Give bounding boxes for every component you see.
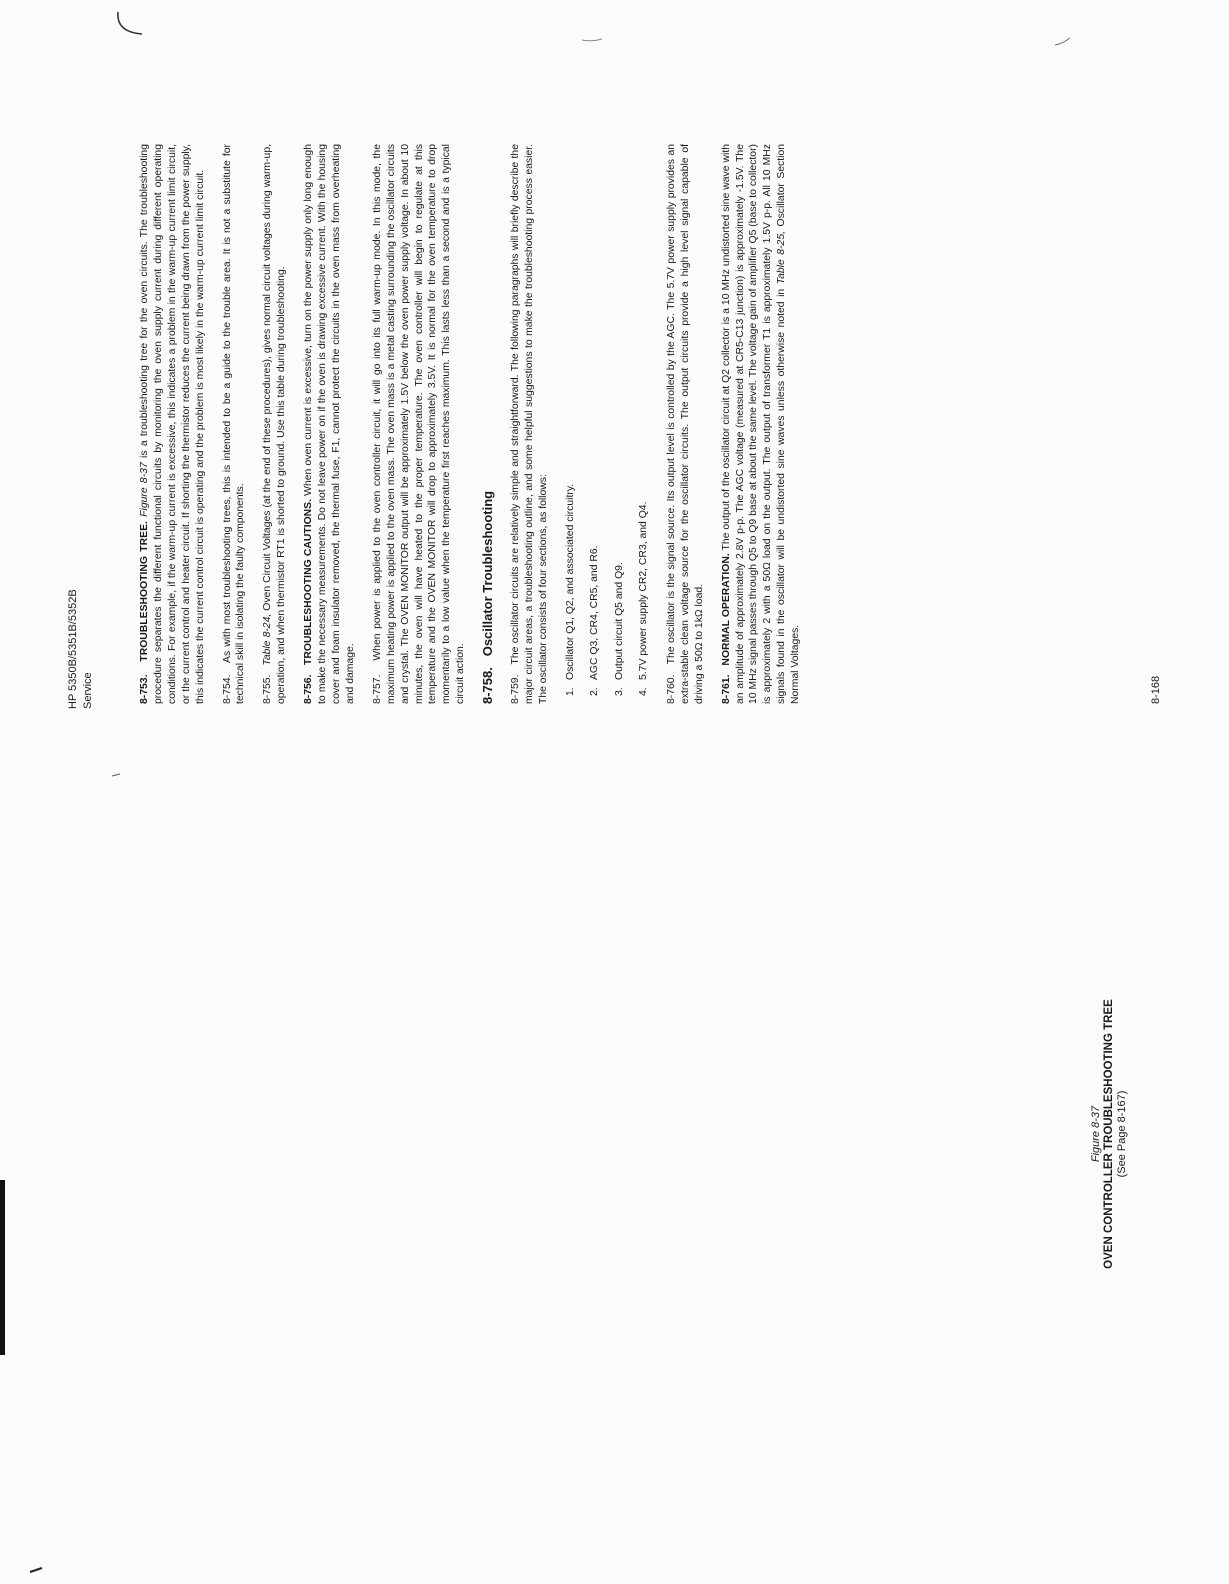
paragraph-8-755 [261,144,289,704]
paragraph-text: Oven Circuit Voltages (at the end of these procedures), gives normal circuit voltages during warm-up, operation, and when thermistor RT1 is shorted to ground. Use this table during troubleshooting. [262,144,288,704]
model-number: HP 5350B/5351B/5352B [67,589,79,709]
list-item-number: 4. [637,687,649,696]
paragraph-text: The oscillator is the signal source. Its output level is controlled by the AGC. The 5.7V power supply provides an extra-stable clean voltage source for the oscillator circuits. The output circuits provide a high level signal capable of driving a 50Ω to 1kΩ load. [665,144,705,704]
list-item-text: AGC Q3, CR4, CR5, and R6. [589,545,601,680]
list-item-number: 2. [589,687,601,696]
figure-reference: Figure 8-37 [139,462,150,517]
oscillator-sections-list [564,144,651,704]
paragraph-number: 8-760. [665,674,677,704]
paragraph-8-757 [371,144,468,704]
paragraph-text: As with most troubleshooting trees, this is intended to be a guide to the trouble area. It is not a substitute for technical skill in isolating the faulty components. [221,144,247,704]
list-item-number: 1. [564,687,576,696]
figure-label: Figure 8-37 [1090,1105,1102,1163]
list-item [588,144,602,696]
paragraph-text: is a troubleshooting tree for the oven circuits. The troubleshooting procedure separates the different functional circuits by monitoring the oven supply current during different operating conditions. For example, if the warm-up current is excessive, this indicates a problem in the warm-up current limit circuit, or the current control and heater circuit. If shorting the thermistor reduces the current being drawn from the power supply, this indicates the current control circuit is operating and the problem is most likely in the warm-up current limit circuit. [139,144,206,704]
list-item [613,144,627,696]
paragraph-text: The output of the oscillator circuit at Q2 collector is a 10 MHz undistorted sine wave with an amplitude of approximately 2.8V p-p. The AGC voltage (measured at CR5-C13 junction) is approximately -1.5V. The 10 MHz signal passes through Q5 to Q9 base at about the same level. The voltage gain of amplifier Q5 (base to collector) is approximately 2 with a 50Ω load on the output. The output of transformer T1 is approximately 1.5V p-p. All 10 MHz signals found in the oscillator will be undistorted sine waves unless otherwise noted in [720,144,788,704]
paragraph-number: 8-761. [720,674,732,704]
paragraph-number: 8-753. [139,674,150,704]
paragraph-number: 8-756. [303,674,315,704]
paragraph-lead: NORMAL OPERATION. [720,553,732,666]
text-column [138,144,816,704]
section-heading [481,144,495,704]
page-header [66,589,96,709]
section-name: Service [82,672,94,709]
paragraph-number: 8-757. [371,674,383,704]
paragraph-8-756 [302,144,358,704]
list-item [637,144,651,696]
table-reference: Table 8-25, [776,231,788,285]
paragraph-8-753 [138,144,208,704]
figure-caption [1090,964,1129,1304]
paragraph-text: When oven current is excessive, turn on the power supply only long enough to make the necessary measurements. Do not leave power on if the oven is drawing excessive current. With the housing cover and foam insulator removed, the thermal fuse, F1, cannot protect the circuits in the oven mass from overheating and damage. [303,144,356,704]
paragraph-number: 8-759. [510,674,522,704]
paragraph-lead: TROUBLESHOOTING CAUTIONS. [303,499,315,665]
paragraph-text: When power is applied to the oven controller circuit, it will go into its full warm-up mode. In this mode, the maximum heating power is applied to the oven mass. The oven mass is a metal casting surrounding the oscillator circuits and crystal. The OVEN MONITOR output will be approximately 1.5V below the oven power supply voltage. In about 10 minutes, the oven will have heated to the proper temperature. The oven controller will begin to regulate at this temperature and the OVEN MONITOR will drop to approximately 3.5V. It is normal for the oven temperature to drop momentarily to a low value when the temperature first reaches maximum. This lasts less than a second and is a typical circuit action. [371,144,467,704]
paragraph-8-761 [720,144,803,704]
figure-see-page: (See Page 8-167) [1116,1090,1128,1178]
paragraph-number: 8-755. [262,674,274,704]
list-item-text: Oscillator Q1, Q2, and associated circuitry. [564,483,576,680]
heading-number: 8-758. [480,667,496,704]
paragraph-lead: TROUBLESHOOTING TREE. [139,521,150,662]
list-item [564,144,578,696]
list-item-text: Output circuit Q5 and Q9. [613,562,625,680]
paragraph-text: The oscillator circuits are relatively simple and straightforward. The following paragraphs will briefly describe the major circuit areas, a troubleshooting outline, and some helpful suggestions to make the troubleshooting process easier. The oscillator consists of four sections, as follows: [510,144,549,704]
paragraph-8-754 [221,144,249,704]
figure-title: OVEN CONTROLLER TROUBLESHOOTING TREE [1103,999,1115,1269]
list-item-text: 5.7V power supply CR2, CR3, and Q4. [637,501,649,680]
paragraph-8-759 [509,144,551,704]
paragraph-number: 8-754. [221,674,233,704]
paragraph-8-760 [665,144,707,704]
page-number: 8-168 [1150,675,1162,704]
table-reference: Table 8-24, [262,613,274,666]
paragraph-tail: Oscillator Section Normal Voltages. [776,144,802,704]
list-item-number: 3. [613,687,625,696]
heading-title: Oscillator Troubleshooting [480,490,496,657]
